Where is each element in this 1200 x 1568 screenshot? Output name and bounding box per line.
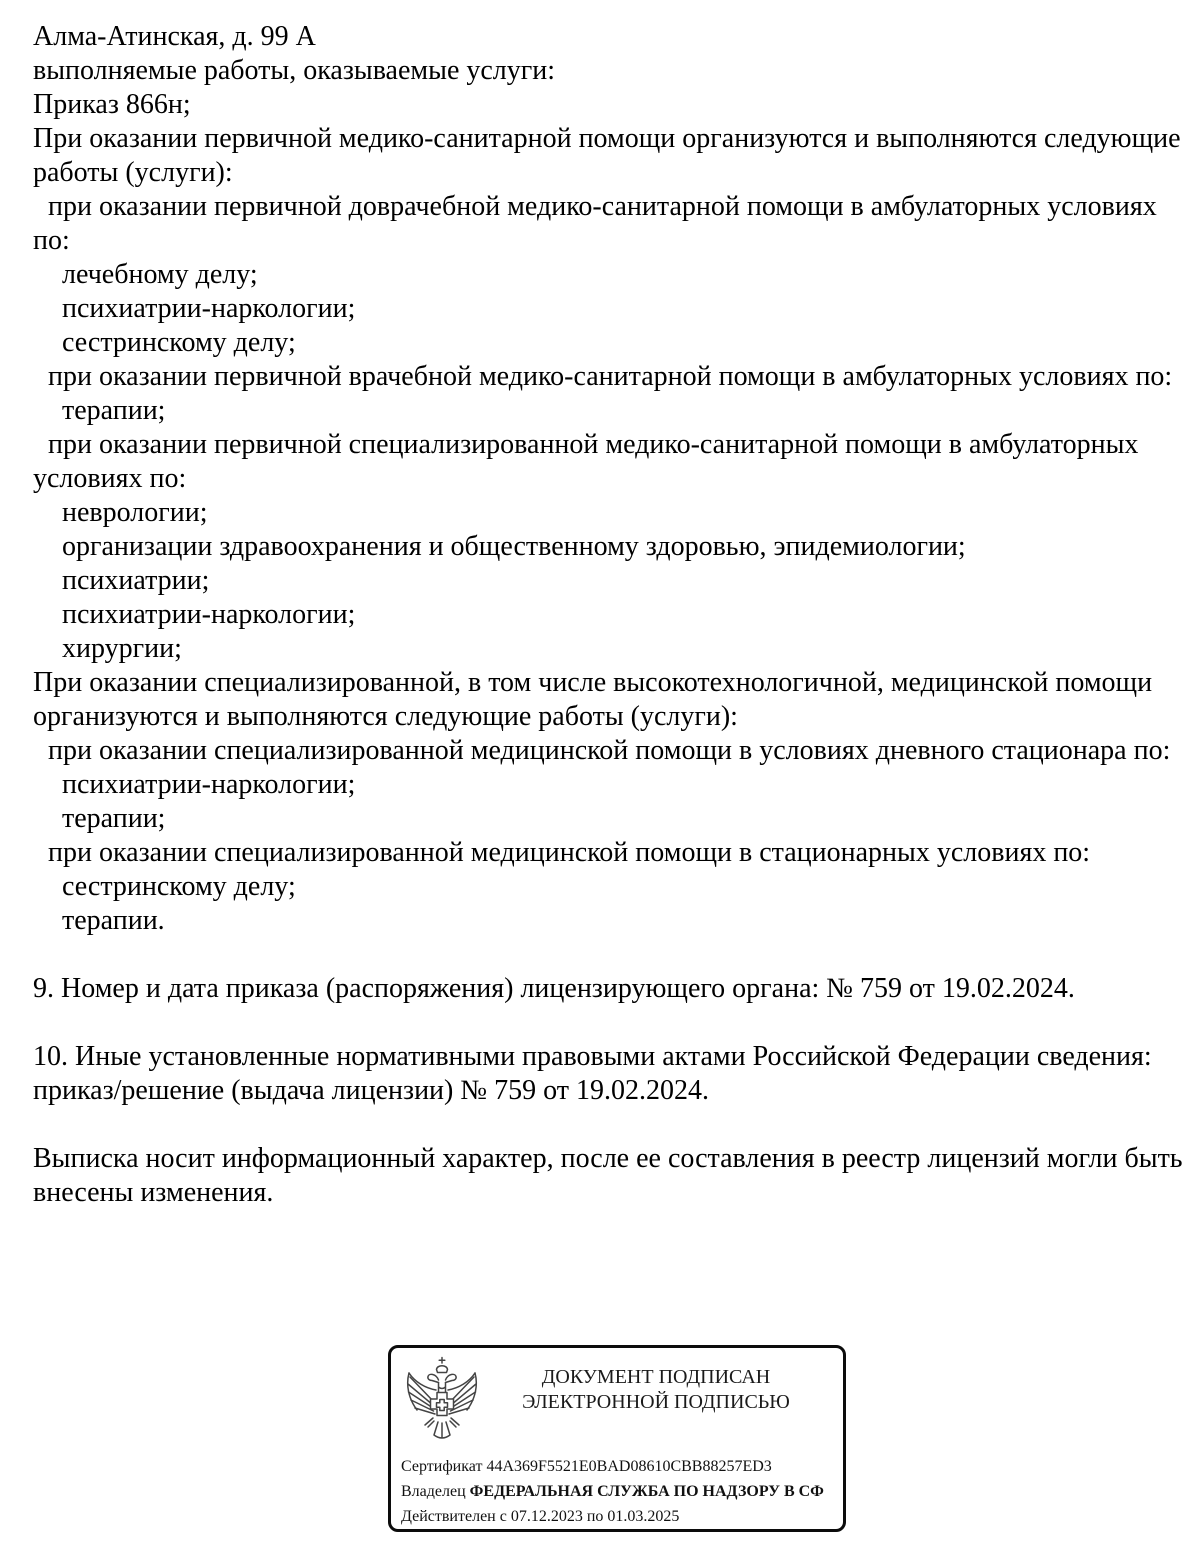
text-line: при оказании первичной врачебной медико-санитарной помощи в амбулаторных условиях по: bbox=[48, 361, 1173, 392]
owner-line bbox=[401, 1479, 843, 1504]
text-line: выполняемые работы, оказываемые услуги: bbox=[33, 55, 556, 86]
text-line: Алма-Атинская, д. 99 А bbox=[33, 21, 316, 52]
text-line: психиатрии-наркологии; bbox=[62, 293, 356, 324]
stamp-body bbox=[391, 1440, 843, 1529]
blank-line bbox=[33, 1006, 1172, 1040]
validity-line: Действителен с 07.12.2023 по 01.03.2025 bbox=[401, 1508, 680, 1525]
stamp-title bbox=[479, 1348, 843, 1415]
text-line: организуются и выполняются следующие работы (услуги): bbox=[33, 701, 738, 732]
text-line: работы (услуги): bbox=[33, 157, 233, 188]
blank-line bbox=[33, 1108, 1172, 1142]
text-line: организации здравоохранения и общественному здоровью, эпидемиологии; bbox=[62, 531, 966, 562]
stamp-title-line1: ДОКУМЕНТ ПОДПИСАН bbox=[541, 1366, 771, 1388]
text-line: психиатрии-наркологии; bbox=[62, 769, 356, 800]
text-line: при оказании специализированной медицинской помощи в стационарных условиях по: bbox=[48, 837, 1091, 868]
text-line: условиях по: bbox=[33, 463, 187, 494]
text-line: 9. Номер и дата приказа (распоряжения) лицензирующего органа: № 759 от 19.02.2024. bbox=[33, 973, 1075, 1004]
certificate-value: 44A369F5521E0BAD08610CBB88257ED3 bbox=[486, 1458, 772, 1475]
text-line: терапии; bbox=[62, 395, 166, 426]
text-line: приказ/решение (выдача лицензии) № 759 от 19.02.2024. bbox=[33, 1075, 709, 1106]
stamp-header bbox=[391, 1348, 843, 1440]
certificate-line bbox=[401, 1454, 843, 1479]
text-line: при оказании первичной доврачебной медико-санитарной помощи в амбулаторных условиях bbox=[48, 191, 1157, 222]
text-line: при оказании первичной специализированной медико-санитарной помощи в амбулаторных bbox=[48, 429, 1139, 460]
text-line: терапии. bbox=[62, 905, 165, 936]
text-line: неврологии; bbox=[62, 497, 208, 528]
text-line: психиатрии-наркологии; bbox=[62, 599, 356, 630]
text-line: терапии; bbox=[62, 803, 166, 834]
text-line: лечебному делу; bbox=[62, 259, 258, 290]
double-headed-eagle-emblem-icon bbox=[405, 1356, 479, 1440]
text-line: При оказании специализированной, в том числе высокотехнологичной, медицинской помощи bbox=[33, 667, 1153, 698]
certificate-label: Сертификат bbox=[401, 1458, 483, 1475]
text-line: психиатрии; bbox=[62, 565, 210, 596]
stamp-title-line2: ЭЛЕКТРОННОЙ ПОДПИСЬЮ bbox=[522, 1391, 790, 1413]
text-line: хирургии; bbox=[62, 633, 182, 664]
owner-value: ФЕДЕРАЛЬНАЯ СЛУЖБА ПО НАДЗОРУ В СФ bbox=[469, 1483, 824, 1500]
text-line: Приказ 866н; bbox=[33, 89, 191, 120]
document-text bbox=[33, 20, 1183, 1210]
text-line: При оказании первичной медико-санитарной помощи организуются и выполняются следующие bbox=[33, 123, 1181, 154]
signature-stamp bbox=[388, 1345, 846, 1532]
text-line: внесены изменения. bbox=[33, 1177, 274, 1208]
text-line: при оказании специализированной медицинской помощи в условиях дневного стационара по: bbox=[48, 735, 1171, 766]
text-line: сестринскому делу; bbox=[62, 327, 296, 358]
text-line: сестринскому делу; bbox=[62, 871, 296, 902]
text-line: 10. Иные установленные нормативными правовыми актами Российской Федерации сведения: bbox=[33, 1041, 1152, 1072]
blank-line bbox=[33, 938, 1172, 972]
text-line: по: bbox=[33, 225, 70, 256]
text-line: Выписка носит информационный характер, после ее составления в реестр лицензий могли быть bbox=[33, 1143, 1183, 1174]
owner-label: Владелец bbox=[401, 1483, 466, 1500]
